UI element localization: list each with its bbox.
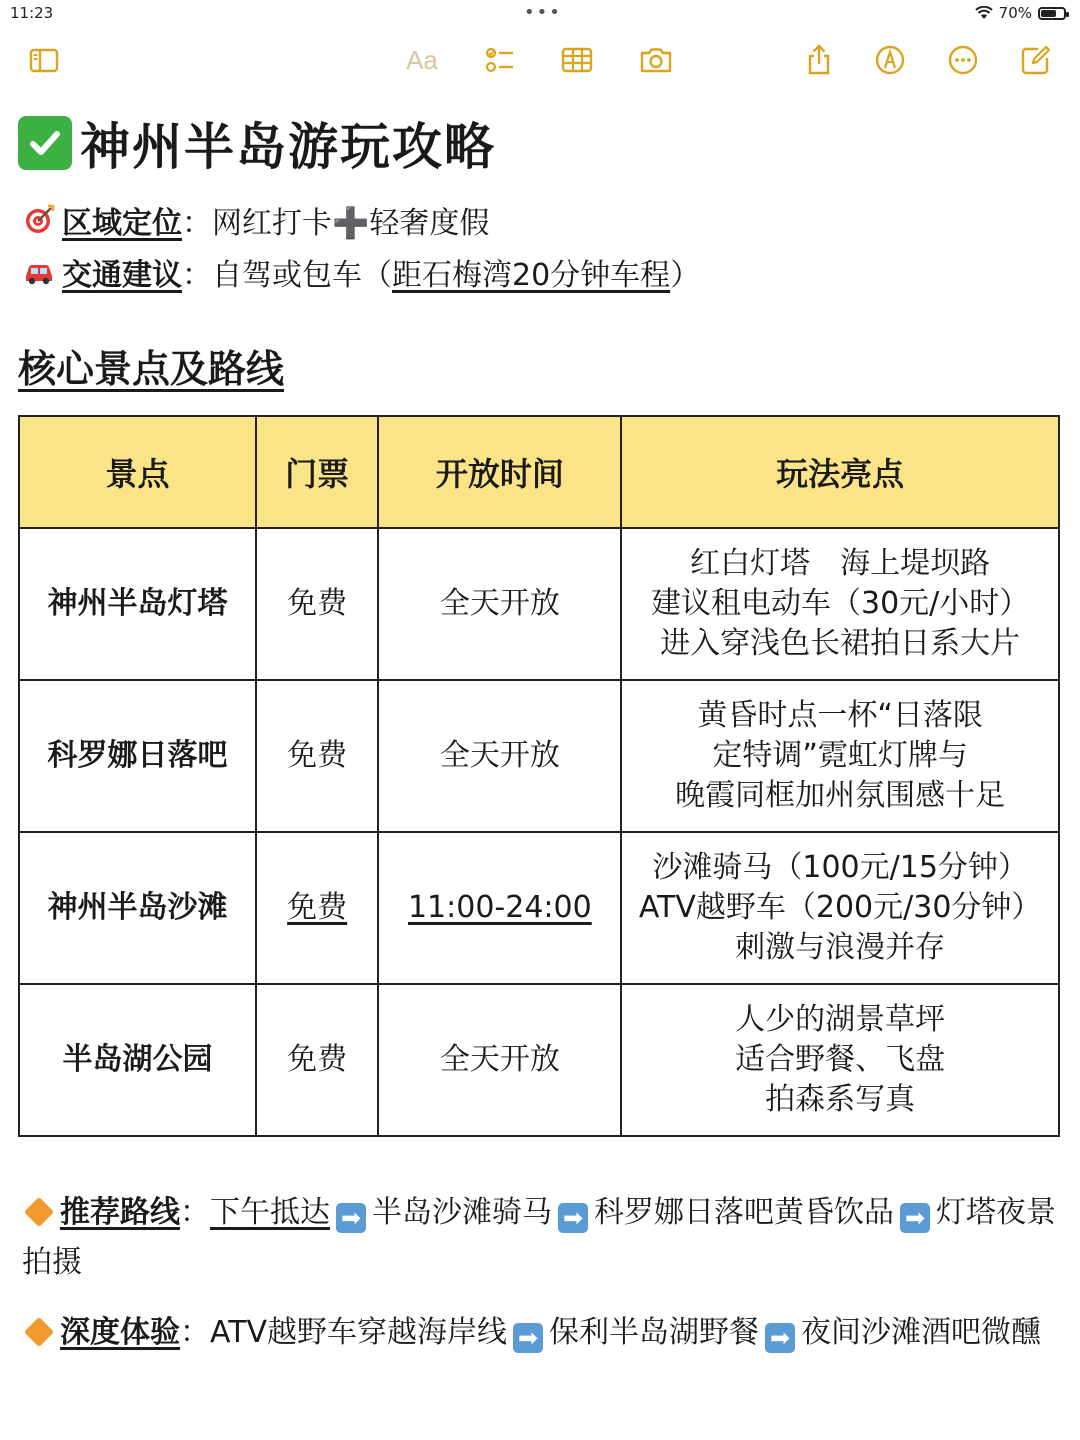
ticket-cell: 免费 — [256, 680, 378, 832]
markup-button[interactable] — [870, 40, 910, 80]
header-ticket: 门票 — [256, 416, 378, 528]
compose-icon — [1018, 42, 1054, 78]
highlight-line: 人少的湖景草坪 — [735, 1002, 946, 1037]
section-title[interactable]: 核心景点及路线 — [18, 347, 285, 391]
car-icon — [22, 255, 56, 289]
route-step: 下午抵达 — [210, 1195, 330, 1230]
attraction-name: 半岛湖公园 — [19, 984, 256, 1136]
right-arrow-icon: ➡ — [765, 1323, 795, 1353]
info-separator: ： — [182, 258, 212, 293]
route-step: ATV越野车穿越海岸线 — [210, 1315, 508, 1350]
right-arrow-icon: ➡ — [900, 1203, 930, 1233]
orange-diamond-icon — [24, 1197, 54, 1227]
battery-percent: 70% — [998, 4, 1032, 22]
info-value-prefix: 自驾或包车（ — [212, 258, 392, 293]
table-row[interactable] — [19, 680, 1059, 832]
highlight-line: ATV越野车（200元/30分钟） — [638, 890, 1042, 925]
header-hours: 开放时间 — [378, 416, 621, 528]
route-label: 推荐路线 — [60, 1195, 180, 1230]
notes-toolbar — [0, 36, 1080, 84]
status-bar — [0, 0, 1080, 28]
markup-pen-icon — [872, 42, 908, 78]
info-line-transport[interactable] — [22, 250, 700, 294]
highlights-cell — [621, 528, 1059, 680]
route-separator: ： — [180, 1315, 210, 1350]
highlight-line: 定特调”霓虹灯牌与 — [712, 738, 968, 773]
info-label: 区域定位 — [62, 206, 182, 241]
hours-value: 11:00-24:00 — [407, 890, 592, 925]
attraction-name: 科罗娜日落吧 — [19, 680, 256, 832]
format-icon: Aa — [406, 44, 438, 75]
format-button[interactable] — [402, 40, 442, 80]
table-header-row — [19, 416, 1059, 528]
info-value-underlined: 距石梅湾20分钟车程 — [392, 258, 671, 293]
status-indicators — [975, 4, 1066, 22]
checklist-button[interactable] — [480, 40, 520, 80]
sidebar-icon — [26, 42, 62, 78]
route-separator: ： — [180, 1195, 210, 1230]
deep-experience-route[interactable] — [22, 1308, 1062, 1358]
check-mark-icon — [18, 116, 72, 170]
share-icon — [801, 42, 837, 78]
recommended-route[interactable] — [22, 1188, 1062, 1288]
table-icon — [559, 42, 595, 78]
hours-cell — [378, 832, 621, 984]
highlight-line: 适合野餐、飞盘 — [735, 1042, 946, 1077]
wifi-icon — [975, 6, 993, 20]
note-title-row[interactable] — [18, 108, 496, 178]
route-label: 深度体验 — [60, 1315, 180, 1350]
header-highlights: 玩法亮点 — [621, 416, 1059, 528]
multitask-dots[interactable]: ••• — [524, 2, 562, 23]
more-icon — [945, 42, 981, 78]
orange-diamond-icon — [24, 1317, 54, 1347]
info-separator: ： — [182, 206, 212, 241]
highlights-cell — [621, 832, 1059, 984]
info-value: 网红打卡➕轻奢度假 — [212, 206, 490, 241]
attractions-table[interactable] — [18, 415, 1060, 1137]
right-arrow-icon: ➡ — [558, 1203, 588, 1233]
highlights-cell — [621, 984, 1059, 1136]
note-title: 神州半岛游玩攻略 — [80, 118, 496, 176]
sidebar-toggle-button[interactable] — [24, 40, 64, 80]
target-icon — [22, 203, 56, 237]
ticket-value: 免费 — [287, 890, 348, 925]
hours-cell: 全天开放 — [378, 984, 621, 1136]
table-row[interactable] — [19, 984, 1059, 1136]
camera-icon — [638, 42, 674, 78]
route-step: 科罗娜日落吧黄昏饮品 — [594, 1195, 894, 1230]
highlight-line: 红白灯塔 海上堤坝路 — [690, 546, 991, 581]
highlight-line: 建议租电动车（30元/小时） — [651, 586, 1030, 621]
hours-cell: 全天开放 — [378, 528, 621, 680]
highlight-line: 晚霞同框加州氛围感十足 — [675, 778, 1006, 813]
attraction-name: 神州半岛沙滩 — [19, 832, 256, 984]
checklist-icon — [482, 42, 518, 78]
highlight-line: 刺激与浪漫并存 — [735, 930, 946, 965]
table-row[interactable] — [19, 832, 1059, 984]
route-step: 保利半岛湖野餐 — [549, 1315, 760, 1350]
table-button[interactable] — [557, 40, 597, 80]
compose-button[interactable] — [1016, 40, 1056, 80]
ticket-cell: 免费 — [256, 528, 378, 680]
ticket-cell — [256, 832, 378, 984]
ticket-cell: 免费 — [256, 984, 378, 1136]
route-step: 半岛沙滩骑马 — [372, 1195, 552, 1230]
right-arrow-icon: ➡ — [336, 1203, 366, 1233]
attraction-name: 神州半岛灯塔 — [19, 528, 256, 680]
info-value-suffix: ） — [670, 258, 701, 293]
battery-icon — [1038, 7, 1066, 20]
share-button[interactable] — [799, 40, 839, 80]
highlight-line: 沙滩骑马（100元/15分钟） — [652, 850, 1028, 885]
route-step: 夜间沙滩酒吧微醺 — [801, 1315, 1042, 1350]
route-step: 灯塔夜景拍摄 — [22, 1195, 1056, 1280]
highlight-line: 进入穿浅色长裙拍日系大片 — [660, 626, 1021, 661]
status-time: 11:23 — [10, 4, 54, 22]
highlight-line: 黄昏时点一杯“日落限 — [697, 698, 983, 733]
hours-cell: 全天开放 — [378, 680, 621, 832]
battery-level — [1041, 10, 1056, 17]
header-attraction: 景点 — [19, 416, 256, 528]
highlights-cell — [621, 680, 1059, 832]
table-row[interactable] — [19, 528, 1059, 680]
info-label: 交通建议 — [62, 258, 182, 293]
more-button[interactable] — [943, 40, 983, 80]
right-arrow-icon: ➡ — [513, 1323, 543, 1353]
highlight-line: 拍森系写真 — [765, 1082, 916, 1117]
info-line-positioning[interactable] — [22, 198, 489, 242]
camera-button[interactable] — [636, 40, 676, 80]
